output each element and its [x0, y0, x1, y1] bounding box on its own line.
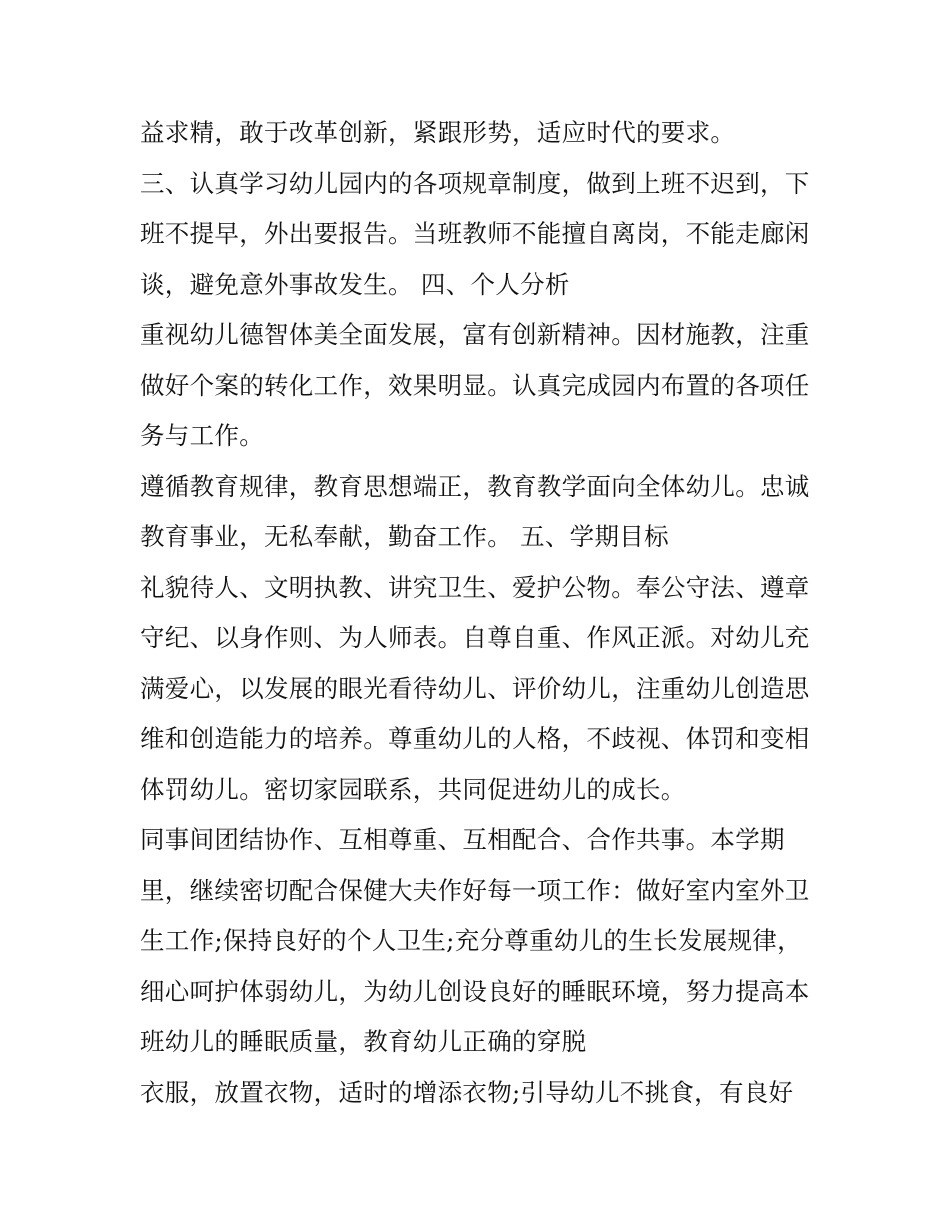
text-line: 益求精，敢于改革创新，紧跟形势，适应时代的要求。 [140, 118, 736, 147]
text-line: 细心呵护体弱幼儿，为幼儿创设良好的睡眠环境，努力提高本 [140, 976, 810, 1006]
text-line: 遵循教育规律，教育思想端正，教育教学面向全体幼儿。忠诚 [140, 471, 810, 501]
text-line: 礼貌待人、文明执教、讲究卫生、爱护公物。奉公守法、遵章 [140, 572, 810, 602]
document-body [140, 108, 830, 1118]
text-line: 班不提早，外出要报告。当班教师不能擅自离岗，不能走廊闲 [140, 219, 810, 248]
text-line: 谈，避免意外事故发生。 四、个人分析 [140, 269, 570, 299]
text-line: 同事间团结协作、互相尊重、互相配合、合作共事。本学期 [140, 825, 785, 854]
text-line: 教育事业，无私奉献，勤奋工作。 五、学期目标 [140, 522, 669, 551]
text-line: 体罚幼儿。密切家园联系，共同促进幼儿的成长。 [140, 774, 686, 804]
text-line: 班幼儿的睡眠质量，教育幼儿正确的穿脱 [140, 1027, 587, 1056]
text-line: 满爱心，以发展的眼光看待幼儿、评价幼儿，注重幼儿创造思 [140, 673, 810, 703]
text-line: 做好个案的转化工作，效果明显。认真完成园内布置的各项任 [140, 370, 810, 400]
text-line: 衣服，放置衣物，适时的增添衣物;引导幼儿不挑食，有良好 [140, 1077, 794, 1107]
text-line: 重视幼儿德智体美全面发展，富有创新精神。因材施教，注重 [140, 320, 810, 349]
text-line: 维和创造能力的培养。尊重幼儿的人格，不歧视、体罚和变相 [140, 724, 810, 753]
text-line: 务与工作。 [140, 421, 264, 450]
text-line: 三、认真学习幼儿园内的各项规章制度，做到上班不迟到，下 [140, 168, 810, 198]
text-line: 里，继续密切配合保健大夫作好每一项工作：做好室内室外卫 [140, 875, 810, 905]
text-line: 生工作;保持良好的个人卫生;充分尊重幼儿的生长发展规律， [140, 926, 802, 955]
text-line: 守纪、以身作则、为人师表。自尊自重、作风正派。对幼儿充 [140, 623, 810, 652]
